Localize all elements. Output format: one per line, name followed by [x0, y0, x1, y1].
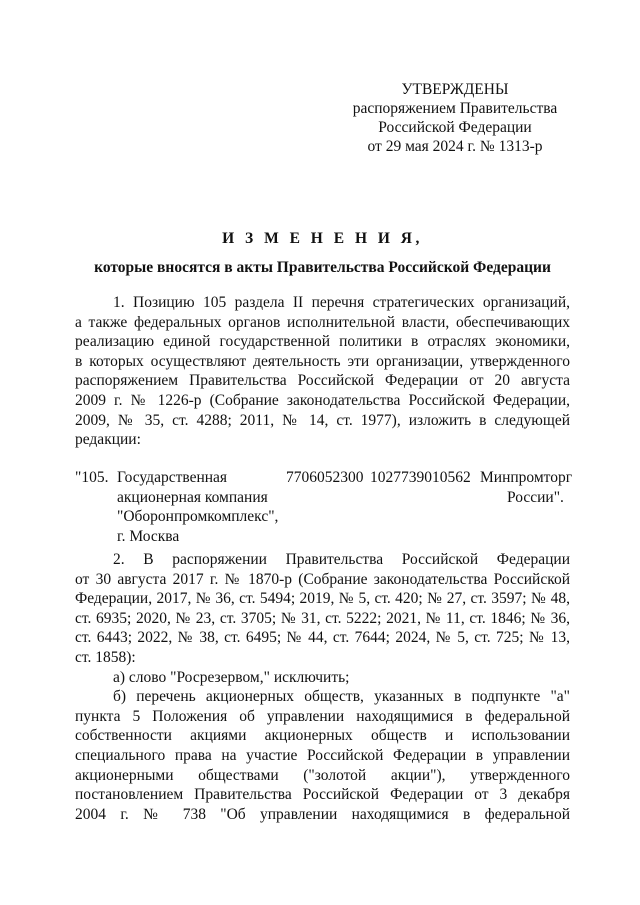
organization-line: "Оборонпромкомплекс",	[117, 508, 279, 526]
text-line: собственности акциями акционерных обществ и использовании	[75, 727, 570, 745]
ministry-line: Минпромторг	[480, 469, 573, 486]
text-line: пункта 5 Положения об управлении находящимися в федеральной	[75, 707, 570, 725]
inn-cell: 7706052300	[286, 469, 364, 486]
text-line: 2009, № 35, ст. 4288; 2011, № 14, ст. 1977), изложить в следующей	[75, 411, 570, 429]
position-105-row	[75, 468, 573, 548]
text-line: 1. Позицию 105 раздела II перечня стратегических организаций,	[113, 294, 570, 311]
heading-subtitle: которые вносятся в акты Правительства Российской Федерации	[94, 259, 551, 276]
approval-date-line: от 29 мая 2024 г. № 1313-р	[367, 138, 543, 155]
approval-line: Российской Федерации	[378, 119, 532, 136]
text-line: ст. 6935; 2020, № 23, ст. 3705; № 31, ст. 5222; 2021, № 11, ст. 1846; № 36,	[75, 609, 570, 627]
text-line: 2009 г. № 1226-р (Собрание законодательства Российской Федерации,	[75, 391, 570, 409]
organization-line: акционерная компания	[117, 488, 268, 506]
ogrn-cell: 1027739010562	[370, 469, 471, 486]
organization-line: Государственная	[117, 469, 228, 486]
text-line: акционерными обществами ("золотой акции"), утвержденного	[75, 766, 570, 784]
approval-title: УТВЕРЖДЕНЫ	[401, 81, 509, 98]
ministry-cell	[480, 468, 572, 507]
organization-line: г. Москва	[117, 527, 180, 545]
subitem-b: б) перечень акционерных обществ, указанных в подпункте "а"	[113, 688, 570, 706]
text-line: а также федеральных органов исполнительной власти, обеспечивающих	[75, 313, 570, 331]
text-line: распоряжением Правительства Российской Федерации от 20 августа	[75, 372, 570, 390]
text-line: 2004 г. № 738 "Об управлении находящимися в федеральной	[75, 805, 570, 823]
position-number: "105.	[75, 469, 109, 486]
text-line: ст. 1858):	[75, 648, 136, 666]
document-heading	[75, 229, 570, 278]
organization-cell	[117, 468, 278, 546]
text-line: в которых осуществляют деятельность эти организации, утвержденного	[75, 352, 570, 370]
text-line: редакции:	[75, 431, 141, 449]
text-line: Федерации, 2017, № 36, ст. 5494; 2019, № 5, ст. 420; № 27, ст. 3597; № 48,	[75, 590, 570, 608]
text-line: ст. 6443; 2022, № 38, ст. 6495; № 44, ст. 7644; 2024, № 5, ст. 725; № 13,	[75, 629, 570, 647]
text-line: специального права на участие Российской Федерации в управлении	[75, 746, 570, 764]
ministry-line: России".	[507, 488, 564, 506]
approval-stamp	[340, 80, 570, 156]
paragraph-2	[75, 550, 570, 824]
heading-title: И З М Е Н Е Н И Я,	[222, 230, 423, 247]
text-line: реализацию единой государственной политики в отраслях экономики,	[75, 333, 570, 351]
approval-line: распоряжением Правительства	[352, 100, 558, 117]
subitem-a: а) слово "Росрезервом," исключить;	[113, 668, 350, 686]
text-line: от 30 августа 2017 г. № 1870-р (Собрание законодательства Российской	[75, 570, 570, 588]
paragraph-1	[75, 293, 570, 450]
text-line: постановлением Правительства Российской Федерации от 3 декабря	[75, 786, 570, 804]
text-line: 2. В распоряжении Правительства Российской Федерации	[113, 551, 570, 568]
